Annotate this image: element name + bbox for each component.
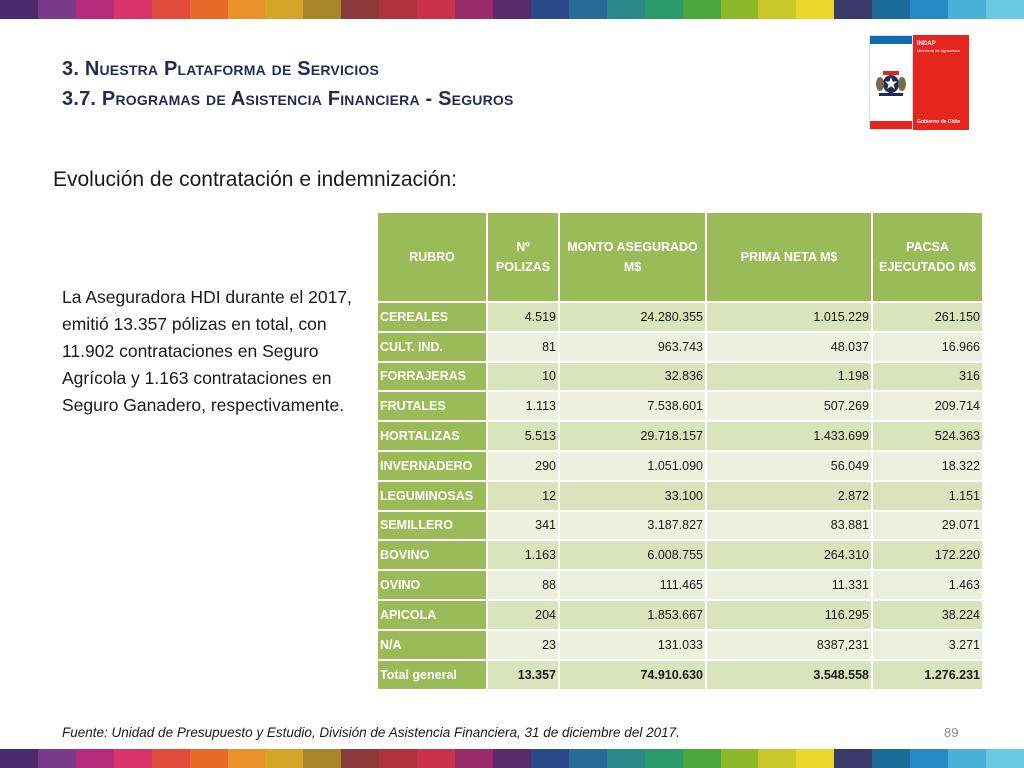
cell-prima: 8387,231 bbox=[706, 630, 872, 660]
table-body bbox=[377, 302, 983, 660]
stripe-segment bbox=[531, 749, 569, 768]
stripe-segment bbox=[910, 749, 948, 768]
logo-ministry: Ministerio de Agricultura bbox=[917, 48, 960, 53]
cell-polizas: 23 bbox=[487, 630, 559, 660]
cell-prima: 1.198 bbox=[706, 362, 872, 392]
stripe-segment bbox=[531, 0, 569, 19]
cell-monto: 111.465 bbox=[559, 570, 706, 600]
slide-title bbox=[62, 54, 514, 114]
cell-polizas: 1.163 bbox=[487, 540, 559, 570]
cell-rubro: OVINO bbox=[377, 570, 487, 600]
cell-rubro: BOVINO bbox=[377, 540, 487, 570]
cell-pacsa: 18.322 bbox=[872, 451, 983, 481]
stripe-segment bbox=[455, 0, 493, 19]
slide-title-line-1: 3. Nuestra Plataforma de Servicios bbox=[62, 58, 380, 80]
stripe-segment bbox=[341, 0, 379, 19]
cell-prima: 56.049 bbox=[706, 451, 872, 481]
cell-pacsa: 16.966 bbox=[872, 332, 983, 362]
cell-pacsa: 3.271 bbox=[872, 630, 983, 660]
total-label: Total general bbox=[377, 660, 487, 690]
stripe-segment bbox=[834, 0, 872, 19]
table-row bbox=[377, 481, 983, 511]
cell-polizas: 12 bbox=[487, 481, 559, 511]
stripe-segment bbox=[341, 749, 379, 768]
cell-pacsa: 29.071 bbox=[872, 511, 983, 541]
cell-monto: 1.051.090 bbox=[559, 451, 706, 481]
cell-pacsa: 1.151 bbox=[872, 481, 983, 511]
source-note: Fuente: Unidad de Presupuesto y Estudio, División de Asistencia Financiera, 31 de diciembre del 2017. bbox=[62, 725, 680, 740]
stripe-segment bbox=[379, 0, 417, 19]
cell-monto: 7.538.601 bbox=[559, 391, 706, 421]
table-row bbox=[377, 332, 983, 362]
stripe-segment bbox=[948, 749, 986, 768]
stripe-segment bbox=[114, 0, 152, 19]
cell-polizas: 204 bbox=[487, 600, 559, 630]
cell-monto: 963.743 bbox=[559, 332, 706, 362]
table-row bbox=[377, 362, 983, 392]
stripe-segment bbox=[758, 0, 796, 19]
indap-logo bbox=[869, 35, 969, 130]
cell-pacsa: 316 bbox=[872, 362, 983, 392]
stripe-segment bbox=[152, 749, 190, 768]
total-pacsa: 1.276.231 bbox=[872, 660, 983, 690]
coat-of-arms-icon bbox=[874, 68, 908, 98]
stripe-segment bbox=[303, 0, 341, 19]
stripe-segment bbox=[114, 749, 152, 768]
stripe-segment bbox=[265, 0, 303, 19]
stripe-segment bbox=[76, 0, 114, 19]
cell-pacsa: 38.224 bbox=[872, 600, 983, 630]
logo-government: Gobierno de Chile bbox=[917, 119, 961, 125]
cell-prima: 83.881 bbox=[706, 511, 872, 541]
column-header-monto: MONTO ASEGURADO M$ bbox=[559, 212, 706, 302]
cell-monto: 1.853.667 bbox=[559, 600, 706, 630]
stripe-segment bbox=[569, 749, 607, 768]
cell-monto: 6.008.755 bbox=[559, 540, 706, 570]
cell-prima: 116.295 bbox=[706, 600, 872, 630]
cell-polizas: 5.513 bbox=[487, 421, 559, 451]
table-header-row bbox=[377, 212, 983, 302]
page-number: 89 bbox=[944, 725, 959, 740]
stripe-segment bbox=[834, 749, 872, 768]
cell-rubro: FRUTALES bbox=[377, 391, 487, 421]
cell-prima: 48.037 bbox=[706, 332, 872, 362]
table-total-row bbox=[377, 660, 983, 690]
cell-pacsa: 1.463 bbox=[872, 570, 983, 600]
cell-prima: 11.331 bbox=[706, 570, 872, 600]
stripe-segment bbox=[190, 0, 228, 19]
stripe-segment bbox=[796, 749, 834, 768]
total-monto: 74.910.630 bbox=[559, 660, 706, 690]
stripe-segment bbox=[38, 749, 76, 768]
cell-rubro: FORRAJERAS bbox=[377, 362, 487, 392]
cell-monto: 32.836 bbox=[559, 362, 706, 392]
table-row bbox=[377, 511, 983, 541]
table-row bbox=[377, 302, 983, 332]
stripe-segment bbox=[190, 749, 228, 768]
cell-pacsa: 172.220 bbox=[872, 540, 983, 570]
cell-monto: 131.033 bbox=[559, 630, 706, 660]
cell-pacsa: 209.714 bbox=[872, 391, 983, 421]
logo-text-panel bbox=[913, 35, 969, 130]
cell-monto: 24.280.355 bbox=[559, 302, 706, 332]
cell-polizas: 1.113 bbox=[487, 391, 559, 421]
description-paragraph: La Aseguradora HDI durante el 2017, emitió 13.357 pólizas en total, con 11.902 contrataciones en Seguro Agrícola y 1.163 contrataciones en Seguro Ganadero, respectivamente. bbox=[62, 287, 352, 415]
stripe-segment bbox=[152, 0, 190, 19]
column-header-pacsa: PACSA EJECUTADO M$ bbox=[872, 212, 983, 302]
stripe-segment bbox=[645, 0, 683, 19]
logo-emblem-panel bbox=[869, 35, 913, 130]
cell-polizas: 290 bbox=[487, 451, 559, 481]
stripe-segment bbox=[910, 0, 948, 19]
stripe-segment bbox=[948, 0, 986, 19]
stripe-segment bbox=[379, 749, 417, 768]
cell-rubro: SEMILLERO bbox=[377, 511, 487, 541]
cell-prima: 1.015.229 bbox=[706, 302, 872, 332]
stripe-segment bbox=[303, 749, 341, 768]
cell-monto: 3.187.827 bbox=[559, 511, 706, 541]
stripe-segment bbox=[493, 749, 531, 768]
stripe-segment bbox=[417, 749, 455, 768]
stripe-segment bbox=[645, 749, 683, 768]
stripe-segment bbox=[758, 749, 796, 768]
stripe-segment bbox=[0, 0, 38, 19]
insurance-table bbox=[376, 211, 984, 691]
cell-rubro: HORTALIZAS bbox=[377, 421, 487, 451]
cell-pacsa: 261.150 bbox=[872, 302, 983, 332]
stripe-segment bbox=[228, 749, 266, 768]
cell-rubro: N/A bbox=[377, 630, 487, 660]
stripe-segment bbox=[986, 0, 1024, 19]
cell-prima: 507.269 bbox=[706, 391, 872, 421]
stripe-segment bbox=[38, 0, 76, 19]
section-subtitle: Evolución de contratación e indemnización: bbox=[53, 168, 457, 191]
stripe-segment bbox=[607, 0, 645, 19]
stripe-segment bbox=[721, 749, 759, 768]
table-row bbox=[377, 570, 983, 600]
stripe-segment bbox=[417, 0, 455, 19]
stripe-segment bbox=[872, 749, 910, 768]
stripe-segment bbox=[721, 0, 759, 19]
cell-polizas: 10 bbox=[487, 362, 559, 392]
stripe-segment bbox=[986, 749, 1024, 768]
total-prima: 3.548.558 bbox=[706, 660, 872, 690]
cell-polizas: 88 bbox=[487, 570, 559, 600]
table-row bbox=[377, 421, 983, 451]
stripe-segment bbox=[493, 0, 531, 19]
stripe-segment bbox=[607, 749, 645, 768]
stripe-segment bbox=[0, 749, 38, 768]
table-row bbox=[377, 630, 983, 660]
stripe-segment bbox=[265, 749, 303, 768]
cell-rubro: LEGUMINOSAS bbox=[377, 481, 487, 511]
table-row bbox=[377, 391, 983, 421]
cell-rubro: CULT. IND. bbox=[377, 332, 487, 362]
cell-polizas: 4.519 bbox=[487, 302, 559, 332]
cell-rubro: INVERNADERO bbox=[377, 451, 487, 481]
cell-rubro: APICOLA bbox=[377, 600, 487, 630]
cell-prima: 1.433.699 bbox=[706, 421, 872, 451]
cell-pacsa: 524.363 bbox=[872, 421, 983, 451]
stripe-segment bbox=[569, 0, 607, 19]
top-color-stripe bbox=[0, 0, 1024, 19]
stripe-segment bbox=[683, 0, 721, 19]
table-row bbox=[377, 540, 983, 570]
cell-polizas: 341 bbox=[487, 511, 559, 541]
stripe-segment bbox=[228, 0, 266, 19]
cell-prima: 2.872 bbox=[706, 481, 872, 511]
stripe-segment bbox=[76, 749, 114, 768]
column-header-prima: PRIMA NETA M$ bbox=[706, 212, 872, 302]
cell-polizas: 81 bbox=[487, 332, 559, 362]
stripe-segment bbox=[455, 749, 493, 768]
cell-monto: 33.100 bbox=[559, 481, 706, 511]
logo-name: INDAP bbox=[917, 41, 936, 47]
table-row bbox=[377, 600, 983, 630]
cell-rubro: CEREALES bbox=[377, 302, 487, 332]
cell-monto: 29.718.157 bbox=[559, 421, 706, 451]
column-header-polizas: Nº POLIZAS bbox=[487, 212, 559, 302]
stripe-segment bbox=[872, 0, 910, 19]
total-polizas: 13.357 bbox=[487, 660, 559, 690]
column-header-rubro: RUBRO bbox=[377, 212, 487, 302]
table-row bbox=[377, 451, 983, 481]
slide-title-line-2: 3.7. Programas de Asistencia Financiera - Seguros bbox=[62, 88, 514, 110]
cell-prima: 264.310 bbox=[706, 540, 872, 570]
stripe-segment bbox=[683, 749, 721, 768]
stripe-segment bbox=[796, 0, 834, 19]
bottom-color-stripe bbox=[0, 749, 1024, 768]
